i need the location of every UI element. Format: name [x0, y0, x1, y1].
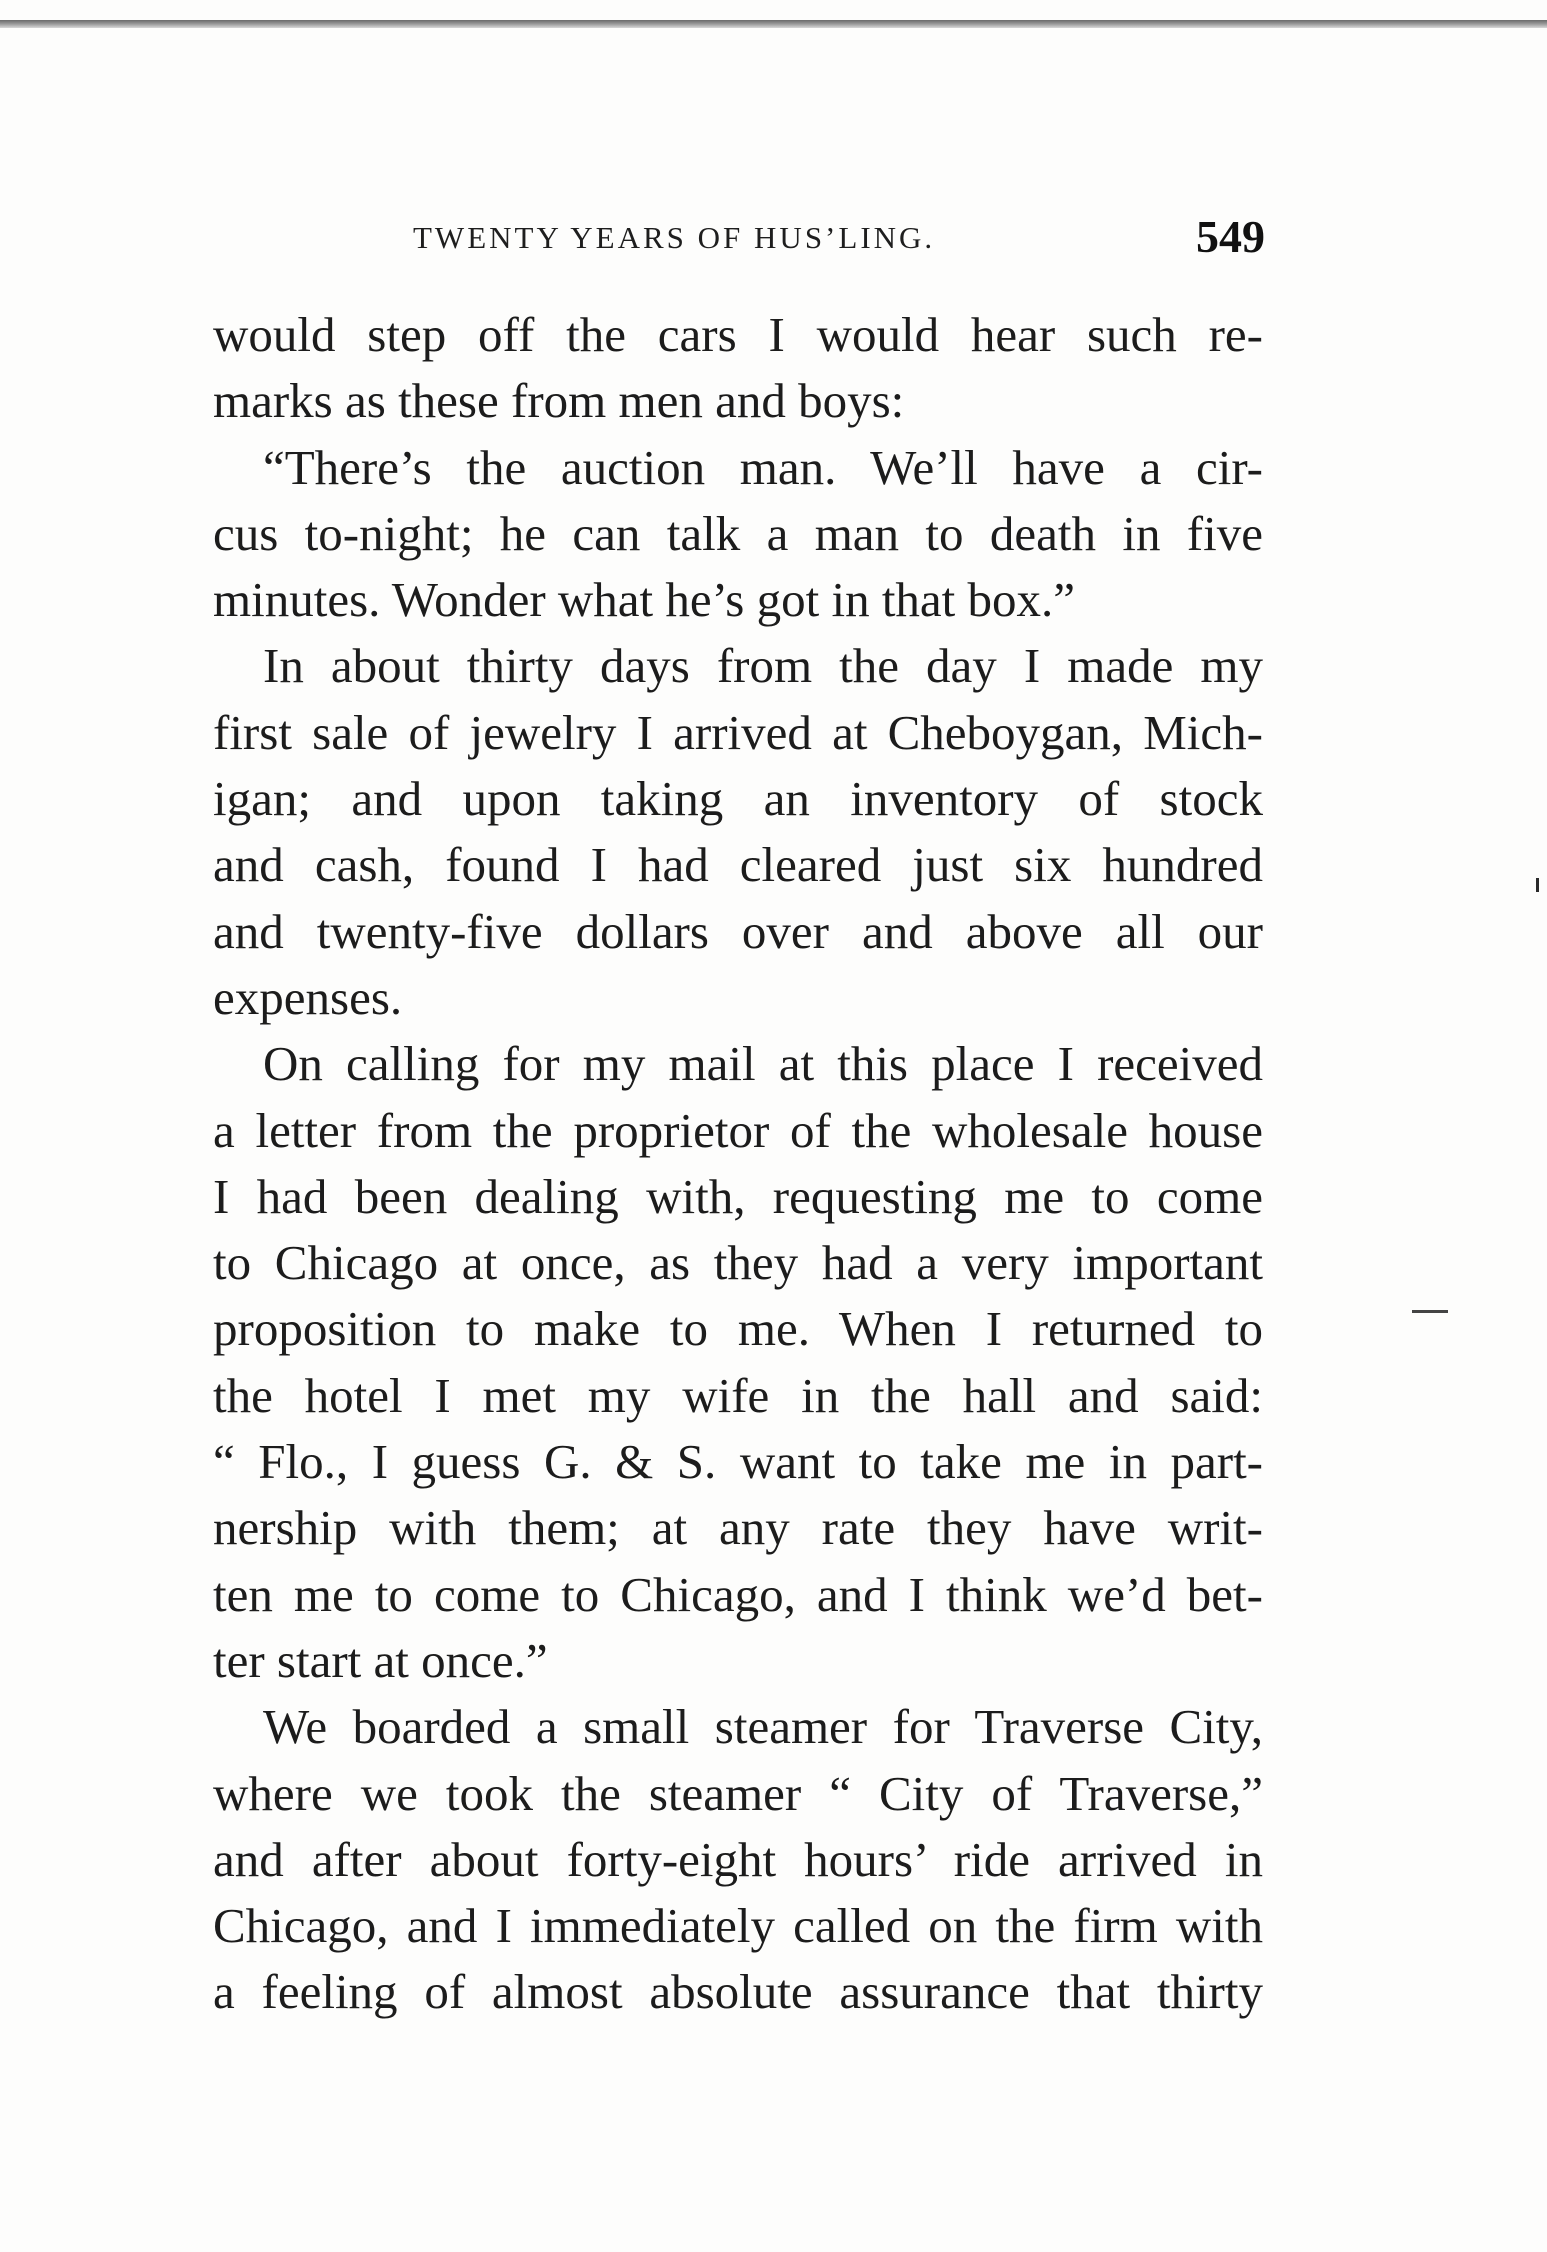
text-line: first sale of jewelry I arrived at Cheboygan, Mich- [213, 704, 1263, 760]
page-header [215, 210, 1265, 270]
text-line: Chicago, and I immediately called on the firm with [213, 1898, 1263, 1954]
text-line: where we took the steamer “ City of Traverse,” [213, 1765, 1263, 1821]
text-line: ten me to come to Chicago, and I think we’d bet- [213, 1566, 1263, 1622]
text-line: We boarded a small steamer for Traverse City, [263, 1699, 1263, 1755]
text-line: and after about forty-eight hours’ ride arrived in [213, 1831, 1263, 1887]
text-line: a feeling of almost absolute assurance that thirty [213, 1964, 1263, 2020]
body-text [213, 302, 1263, 2026]
text-line: On calling for my mail at this place I received [263, 1036, 1263, 1092]
text-line: marks as these from men and boys: [213, 373, 905, 429]
running-title: TWENTY YEARS OF HUS’LING. [413, 220, 936, 255]
text-line: nership with them; at any rate they have writ- [213, 1500, 1263, 1556]
text-line: the hotel I met my wife in the hall and said: [213, 1367, 1263, 1423]
text-line: and cash, found I had cleared just six hundred [213, 837, 1263, 893]
text-line: igan; and upon taking an inventory of stock [213, 771, 1263, 827]
ink-speck [1536, 878, 1539, 892]
text-line: “ Flo., I guess G. & S. want to take me in part- [213, 1434, 1263, 1490]
text-line: proposition to make to me. When I returned to [213, 1301, 1263, 1357]
text-line: expenses. [213, 969, 403, 1025]
text-line: In about thirty days from the day I made my [263, 638, 1263, 694]
page-number: 549 [1196, 211, 1265, 262]
text-line: I had been dealing with, requesting me to come [213, 1168, 1263, 1224]
text-line: cus to-night; he can talk a man to death in five [213, 505, 1263, 561]
text-line: a letter from the proprietor of the wholesale house [213, 1102, 1263, 1158]
ink-speck [1412, 1310, 1448, 1313]
text-line: would step off the cars I would hear such re- [213, 307, 1263, 362]
text-line: to Chicago at once, as they had a very important [213, 1235, 1263, 1291]
text-line: and twenty-five dollars over and above all our [213, 903, 1263, 959]
top-edge-rule [0, 20, 1547, 28]
text-line: minutes. Wonder what he’s got in that box.” [213, 572, 1076, 628]
text-line: ter start at once.” [213, 1632, 548, 1688]
text-line: “There’s the auction man. We’ll have a cir- [263, 439, 1263, 495]
